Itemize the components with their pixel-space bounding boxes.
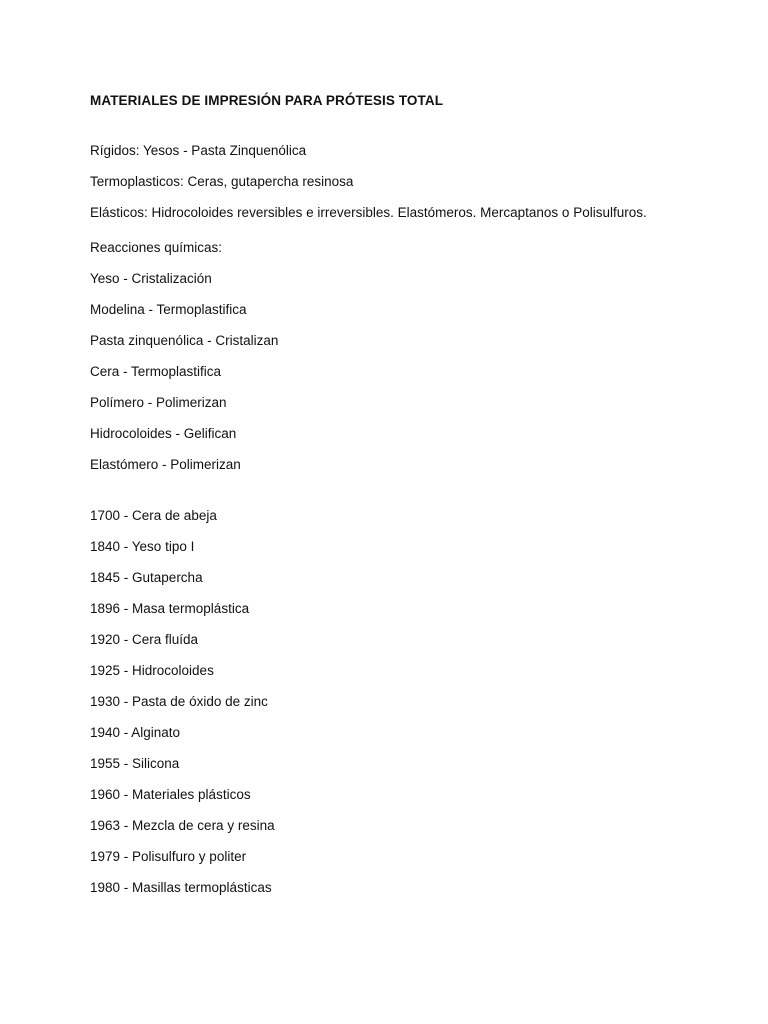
timeline-item: 1840 - Yeso tipo I xyxy=(90,539,195,554)
timeline-item: 1960 - Materiales plásticos xyxy=(90,787,251,802)
timeline-item: 1940 - Alginato xyxy=(90,725,181,740)
timeline-item: 1980 - Masillas termoplásticas xyxy=(90,880,272,895)
reaction-item: Yeso - Cristalización xyxy=(90,271,212,286)
timeline-item: 1979 - Polisulfuro y politer xyxy=(90,849,247,864)
reaction-item: Modelina - Termoplastifica xyxy=(90,302,247,317)
reaction-item: Cera - Termoplastifica xyxy=(90,364,222,379)
timeline-item: 1925 - Hidrocoloides xyxy=(90,663,214,678)
material-types-list xyxy=(90,141,750,223)
timeline-item: 1700 - Cera de abeja xyxy=(90,508,217,523)
timeline-item: 1920 - Cera fluída xyxy=(90,632,199,647)
material-type-rigid: Rígidos: Yesos - Pasta Zinquenólica xyxy=(90,143,307,158)
reactions-heading: Reacciones químicas: xyxy=(90,240,223,255)
material-type-thermoplastic: Termoplasticos: Ceras, gutapercha resinosa xyxy=(90,174,354,189)
document-title: MATERIALES DE IMPRESIÓN PARA PRÓTESIS TOTAL xyxy=(90,93,444,108)
history-timeline xyxy=(90,506,750,898)
timeline-item: 1955 - Silicona xyxy=(90,756,180,771)
timeline-item: 1963 - Mezcla de cera y resina xyxy=(90,818,275,833)
reaction-item: Hidrocoloides - Gelifican xyxy=(90,426,237,441)
document-page xyxy=(90,91,750,909)
timeline-item: 1845 - Gutapercha xyxy=(90,570,203,585)
reaction-item: Polímero - Polimerizan xyxy=(90,395,227,410)
reaction-item: Pasta zinquenólica - Cristalizan xyxy=(90,333,279,348)
timeline-item: 1930 - Pasta de óxido de zinc xyxy=(90,694,268,709)
chemical-reactions-section xyxy=(90,238,750,475)
reaction-item: Elastómero - Polimerizan xyxy=(90,457,241,472)
timeline-item: 1896 - Masa termoplástica xyxy=(90,601,250,616)
material-type-elastic: Elásticos: Hidrocoloides reversibles e irreversibles. Elastómeros. Mercaptanos o Polisulfuros. xyxy=(90,205,647,220)
